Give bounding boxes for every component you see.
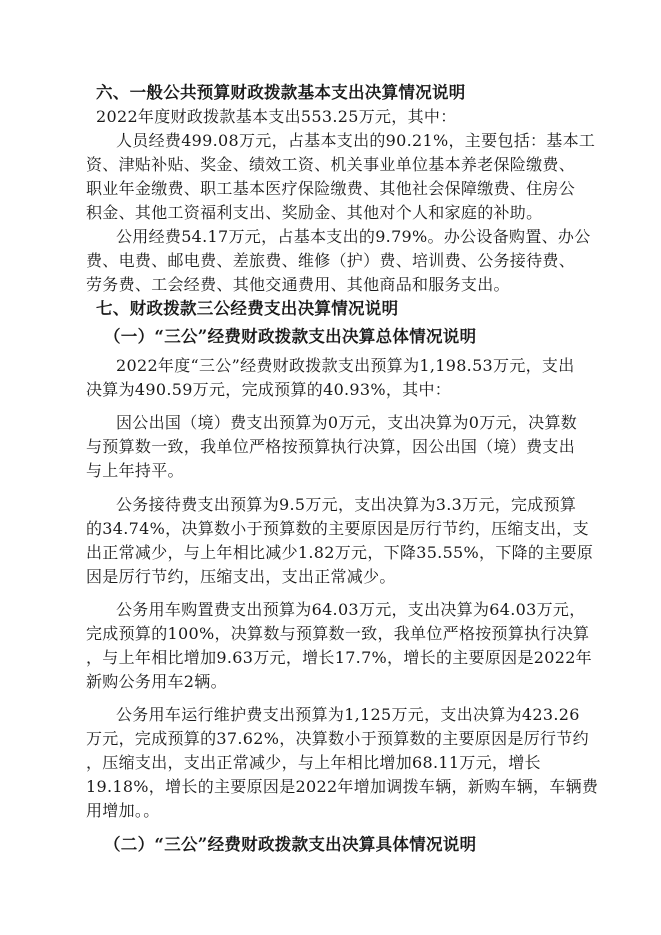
reception-line-3: 出正常减少，与上年相比减少1.82万元，下降35.55%，下降的主要原: [86, 543, 594, 562]
public-expense-line-3: 劳务费、工会经费、其他交通费用、其他商品和服务支出。: [86, 275, 510, 294]
vehicle-purchase-line-2: 完成预算的100%，决算数与预算数一致，我单位严格按预算执行决算: [86, 624, 590, 643]
public-expense-line-1: 公用经费54.17万元，占基本支出的9.79%。办公设备购置、办公: [116, 227, 591, 246]
public-expense-line-2: 费、电费、邮电费、差旅费、维修（护）费、培训费、公务接待费、: [86, 251, 576, 270]
personnel-expense-line-3: 职业年金缴费、职工基本医疗保险缴费、其他社会保障缴费、住房公: [86, 179, 576, 198]
section-6-summary: 2022年度财政拨款基本支出553.25万元，其中：: [96, 107, 457, 126]
personnel-expense-line-4: 积金、其他工资福利支出、奖励金、其他对个人和家庭的补助。: [86, 203, 543, 222]
abroad-line-1: 因公出国（境）费支出预算为0万元，支出决算为0万元，决算数: [116, 413, 578, 432]
vehicle-purchase-line-4: 新购公务用车2辆。: [86, 672, 227, 691]
vehicle-operation-line-1: 公务用车运行维护费支出预算为1,125万元，支出决算为423.26: [116, 705, 580, 724]
vehicle-operation-line-2: 万元，完成预算的37.62%，决算数小于预算数的主要原因是厉行节约: [86, 729, 589, 748]
overall-line-2: 决算为490.59万元，完成预算的40.93%，其中：: [86, 380, 452, 399]
vehicle-purchase-line-3: ，与上年相比增加9.63万元，增长17.7%，增长的主要原因是2022年: [86, 648, 592, 667]
vehicle-operation-line-5: 用增加。。: [86, 801, 160, 820]
reception-line-4: 因是厉行节约，压缩支出，支出正常减少。: [86, 567, 396, 586]
vehicle-operation-line-3: ，压缩支出，支出正常减少，与上年相比增加68.11万元，增长: [86, 753, 541, 772]
reception-line-2: 的34.74%，决算数小于预算数的主要原因是厉行节约，压缩支出，支: [86, 519, 589, 538]
section-6-heading: 六、一般公共预算财政拨款基本支出决算情况说明: [96, 83, 466, 102]
reception-line-1: 公务接待费支出预算为9.5万元，支出决算为3.3万元，完成预算: [116, 495, 577, 514]
abroad-line-3: 与上年持平。: [86, 461, 184, 480]
subsection-2-heading: （二）“三公”经费财政拨款支出决算具体情况说明: [104, 835, 477, 854]
abroad-line-2: 与预算数一致，我单位严格按预算执行决算，因公出国（境）费支出: [86, 437, 576, 456]
subsection-1-heading: （一）“三公”经费财政拨款支出决算总体情况说明: [104, 327, 477, 346]
vehicle-purchase-line-1: 公务用车购置费支出预算为64.03万元，支出决算为64.03万元，: [116, 600, 586, 619]
personnel-expense-line-1: 人员经费499.08万元，占基本支出的90.21%，主要包括：基本工: [116, 131, 596, 150]
personnel-expense-line-2: 资、津贴补贴、奖金、绩效工资、机关事业单位基本养老保险缴费、: [86, 155, 576, 174]
vehicle-operation-line-4: 19.18%，增长的主要原因是2022年增加调拨车辆，新购车辆，车辆费: [86, 777, 599, 796]
section-7-heading: 七、财政拨款三公经费支出决算情况说明: [96, 299, 399, 318]
overall-line-1: 2022年度“三公”经费财政拨款支出预算为1,198.53万元，支出: [116, 356, 575, 375]
